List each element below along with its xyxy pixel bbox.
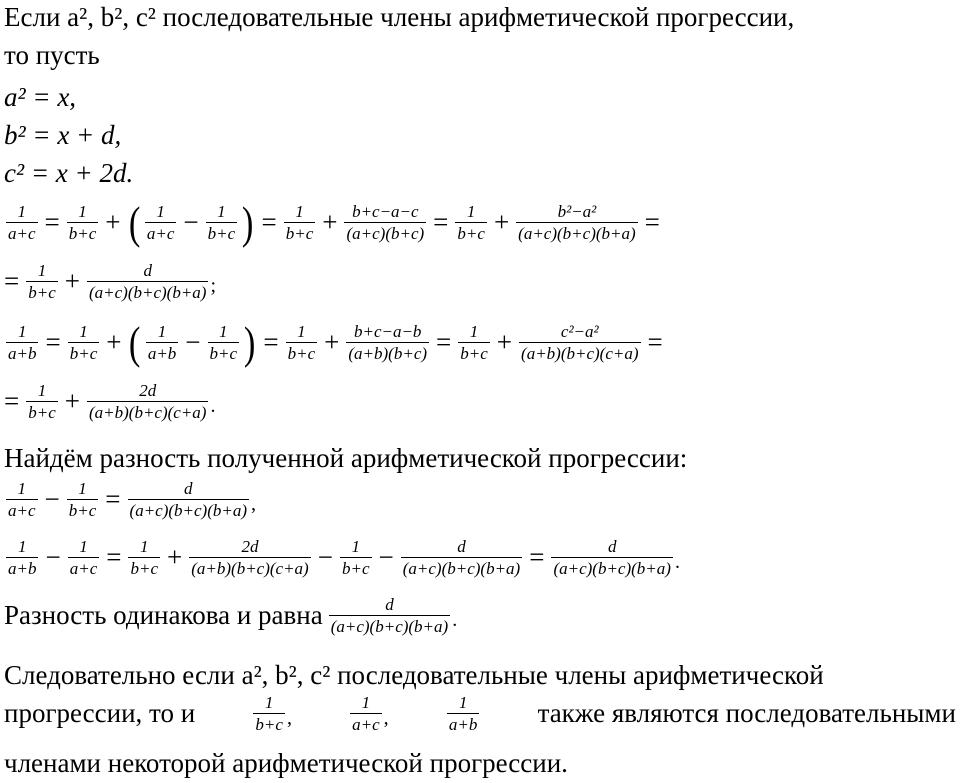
fraction: $\frac{1}{b+c}$	[28, 261, 56, 302]
fraction: $\frac{1}{b+c}$	[207, 201, 236, 243]
fraction: $\frac{1}{b+c}$	[68, 201, 97, 243]
conclusion-line-3: членами некоторой арифметической прогрессии.	[4, 748, 568, 778]
fraction: $\frac{1}{a+b}$	[147, 321, 177, 363]
intro-line-2: то пусть	[4, 40, 100, 70]
fraction: $\frac{1}{a+c}$	[352, 693, 380, 734]
fraction: $\frac{1}{a+c}$	[69, 537, 98, 578]
fraction: $\frac{d}{(a+c)(b+c)(b+a)}$	[553, 537, 671, 578]
equation-2-line-2: = $\frac{1}{b+c}$ + $\frac{2d}{(a+b)(b+c)(c+a)}$ .	[4, 381, 216, 422]
fraction: $\frac{1}{a+c}$	[8, 201, 36, 243]
fraction: $\frac{1}{a+c}$	[146, 201, 175, 243]
same-difference-line: Разность одинакова и равна $\frac{d}{(a+c)(b+c)(b+a)}$ .	[4, 595, 458, 636]
definition-a: a² = x,	[4, 82, 77, 112]
fraction: $\frac{1}{a+b}$	[8, 321, 37, 363]
fraction: $\frac{1}{b+c}$	[457, 201, 485, 243]
fraction: $\frac{1}{a+b}$	[8, 537, 37, 578]
difference-1: $\frac{1}{a+c}$ − $\frac{1}{b+c}$ = $\frac{d}{(a+c)(b+c)(b+a)}$ ,	[8, 479, 257, 520]
conclusion-text-end: также являются последовательными	[537, 698, 956, 729]
fraction: $\frac{2d}{(a+b)(b+c)(c+a)}$	[89, 381, 207, 422]
fraction: $\frac{d}{(a+c)(b+c)(b+a)}$	[330, 595, 449, 636]
fraction: $\frac{\text{c²−a²}}{(a+b)(b+c)(c+a)}$	[521, 321, 639, 363]
fraction: $\frac{d}{(a+c)(b+c)(b+a)}$	[129, 479, 248, 520]
equation-2-line-1: $\frac{1}{a+b}$ = $\frac{1}{b+c}$ + ( $\frac{1}{a+b}$ − $\frac{1}{b+c}$ ) = $\frac{1}{b+c}$ + $\frac{b+c-a-b}{(a+b)(b+c)}$ = $\frac{1}{b+c}$ + $\frac{\text{c²−a²}}{(a+b)(b+c)(c+a)}$ =	[8, 317, 663, 368]
fraction: $\frac{1}{a+c}$	[8, 479, 36, 520]
intro-line-1: Если a², b², c² последовательные члены арифметической прогрессии,	[4, 2, 795, 32]
same-difference-text: Разность одинакова и равна	[4, 600, 323, 631]
fraction: $\frac{1}{b+c}$	[130, 537, 159, 578]
fraction: $\frac{1}{b+c}$	[287, 321, 316, 363]
fraction: $\frac{1}{b+c}$	[341, 537, 370, 578]
fraction: $\frac{1}{b+c}$	[28, 381, 56, 422]
conclusion-text-start: прогрессии, то и	[4, 698, 196, 729]
fraction: $\frac{b+c-a-c}{(a+c)(b+c)}$	[346, 201, 425, 243]
fraction: $\frac{1}{b+c}$	[285, 201, 314, 243]
fraction: $\frac{1}{b+c}$	[209, 321, 238, 363]
fraction: $\frac{1}{b+c}$	[460, 321, 488, 363]
conclusion-line-2: прогрессии, то и $\frac{1}{b+c}$ , $\frac{1}{a+c}$ , $\frac{1}{a+b}$ также являются последовательными	[4, 693, 956, 734]
find-difference-text: Найдём разность полученной арифметической прогрессии:	[4, 443, 688, 473]
equation-1-line-1: $\frac{1}{a+c}$ = $\frac{1}{b+c}$ + ( $\frac{1}{a+c}$ − $\frac{1}{b+c}$ ) = $\frac{1}{b+c}$ + $\frac{b+c-a-c}{(a+c)(b+c)}$ = $\frac{1}{b+c}$ + $\frac{\text{b²−a²}}{(a+c)(b+c)(b+a)}$ =	[8, 197, 660, 248]
definition-c: c² = x + 2d.	[4, 158, 134, 188]
equation-1-line-2: = $\frac{1}{b+c}$ + $\frac{d}{(a+c)(b+c)(b+a)}$ ;	[4, 261, 217, 302]
fraction: $\frac{2d}{(a+b)(b+c)(c+a)}$	[191, 537, 309, 578]
fraction: $\frac{d}{(a+c)(b+c)(b+a)}$	[89, 261, 207, 302]
fraction: $\frac{1}{a+b}$	[448, 693, 478, 734]
fraction: $\frac{1}{b+c}$	[68, 479, 97, 520]
fraction: $\frac{1}{b+c}$	[69, 321, 98, 363]
difference-2: $\frac{1}{a+b}$ − $\frac{1}{a+c}$ = $\frac{1}{b+c}$ + $\frac{2d}{(a+b)(b+c)(c+a)}$ − $\frac{1}{b+c}$ − $\frac{d}{(a+c)(b+c)(b+a)}$ = $\frac{d}{(a+c)(b+c)(b+a)}$ .	[8, 537, 680, 578]
fraction: $\frac{b+c-a-b}{(a+b)(b+c)}$	[348, 321, 428, 363]
conclusion-line-1: Следовательно если a², b², c² последовательные члены арифметической	[4, 660, 824, 690]
fraction: $\frac{\text{b²−a²}}{(a+c)(b+c)(b+a)}$	[518, 201, 636, 243]
fraction: $\frac{d}{(a+c)(b+c)(b+a)}$	[402, 537, 521, 578]
fraction: $\frac{1}{b+c}$	[255, 693, 283, 734]
definition-b: b² = x + d,	[4, 120, 122, 150]
